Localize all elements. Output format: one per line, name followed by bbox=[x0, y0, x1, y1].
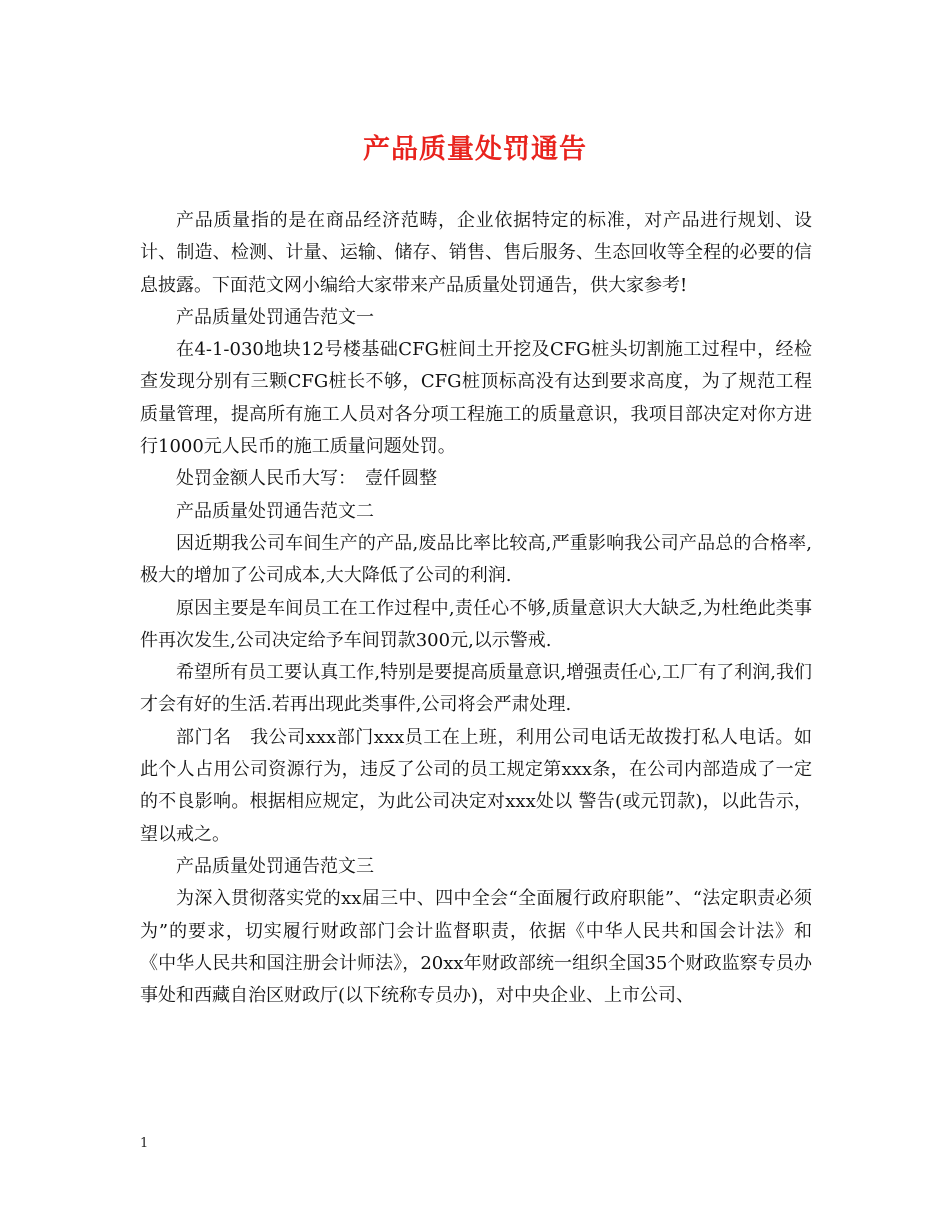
sample-one-paragraph: 在4-1-030地块12号楼基础CFG桩间土开挖及CFG桩头切割施工过程中，经检查发现分别有三颗CFG桩长不够，CFG桩顶标高没有达到要求高度，为了规范工程质量管理，提高所有施工人员对各分项工程施工的质量意识，我项目部决定对你方进行1000元人民币的施工质量问题处罚。 bbox=[140, 339, 812, 458]
sample-two-paragraph-2: 原因主要是车间员工在工作过程中,责任心不够,质量意识大大缺乏,为杜绝此类事件再次发生,公司决定给予车间罚款300元,以示警戒. bbox=[140, 597, 812, 651]
section-heading-sample-three: 产品质量处罚通告范文三 bbox=[176, 855, 374, 877]
section-heading-sample-one: 产品质量处罚通告范文一 bbox=[176, 306, 374, 328]
intro-paragraph: 产品质量指的是在商品经济范畴，企业依据特定的标准，对产品进行规划、设计、制造、检测、计量、运输、储存、销售、售后服务、生态回收等全程的必要的信息披露。下面范文网小编给大家带来产品质量处罚通告，供大家参考! bbox=[140, 210, 812, 296]
sample-two-paragraph-3: 希望所有员工要认真工作,特别是要提高质量意识,增强责任心,工厂有了利润,我们才会有好的生活.若再出现此类事件,公司将会严肃处理. bbox=[140, 662, 812, 716]
section-heading-sample-two: 产品质量处罚通告范文二 bbox=[176, 500, 374, 522]
page-number: 1 bbox=[140, 1136, 149, 1151]
sample-two-paragraph-1: 因近期我公司车间生产的产品,废品比率比较高,严重影响我公司产品总的合格率,极大的增加了公司成本,大大降低了公司的利润. bbox=[140, 532, 812, 587]
sample-two-paragraph-4: 部门名 我公司xxx部门xxx员工在上班，利用公司电话无故拨打私人电话。如此个人占用公司资源行为，违反了公司的员工规定第xxx条，在公司内部造成了一定的不良影响。根据相应规定，为此公司决定对xxx处以 警告(或元罚款)，以此告示，望以戒之。 bbox=[140, 726, 812, 845]
document-title: 产品质量处罚通告 bbox=[363, 134, 587, 165]
penalty-amount-line: 处罚金额人民币大写： 壹仟圆整 bbox=[176, 468, 437, 490]
document-body bbox=[140, 205, 812, 1012]
sample-three-paragraph: 为深入贯彻落实党的xx届三中、四中全会“全面履行政府职能”、“法定职责必须为”的要求，切实履行财政部门会计监督职责，依据《中华人民共和国会计法》和《中华人民共和国注册会计师法》，20xx年财政部统一组织全国35个财政监察专员办事处和西藏自治区财政厅(以下统称专员办)，对中央企业、上市公司、 bbox=[140, 888, 812, 1007]
